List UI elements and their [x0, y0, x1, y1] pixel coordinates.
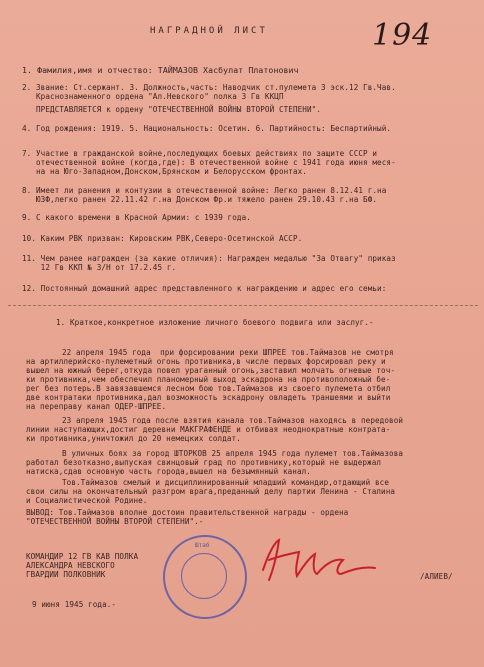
narrative-line: вышел на южный берег,откуда повел ураганный огонь,заставил молчать огневые точ- [26, 366, 396, 375]
narrative-line: свои силы на окончательный разгром врага,преданный делу партии Ленина - Сталина [26, 487, 396, 496]
narrative-line: Тов.Таймазов смелый и дисциплинированный младший командир,отдающий все [62, 478, 390, 487]
item-7-cont2: на на Юго-Западном,Донском,Брянском и Белорусском фронтах. [22, 167, 307, 176]
item-10: 10. Каким РВК призван: Кировским РВК,Северо-Осетинской АССР. [22, 234, 303, 243]
signing-date: 9 июня 1945 года.- [32, 600, 117, 609]
narrative-line: натиска,сдав основную часть города,вышел на безымянный канал. [26, 467, 311, 476]
item-12: 12. Постоянный домашний адрес представленного к награждению и адрес его семьи: [22, 284, 387, 293]
item-9: 9. С какого времени в Красной Армии: с 1939 года. [22, 213, 251, 222]
item-2: 2. Звание: Ст.сержант. 3. Должность,часть: Наводчик ст.пулемета 3 эск.12 Гв.Чав. [22, 83, 396, 92]
item-3-nomination: ПРЕДСТАВЛЯЕТСЯ к ордену "ОТЕЧЕСТВЕННОЙ ВОЙНЫ ВТОРОЙ СТЕПЕНИ". [22, 105, 321, 114]
section-divider [8, 305, 478, 306]
narrative-line: и Социалистической Родине. [26, 496, 148, 505]
narrative-line: ки противника,чем обеспечил планомерный выход эскадрона на противоположный бе- [26, 375, 391, 384]
item-1: 1. Фамилия,имя и отчество: ТАЙМАЗОВ Хасбулат Платонович [22, 65, 299, 75]
item-8: 8. Имеет ли ранения и контузии в отечественной войне: Легко ранен 8.12.41 г.на [22, 186, 387, 195]
item-11: 11. Чем ранее награжден (за какие отличия): Награжден медалью "За Отвагу" приказ [22, 254, 396, 263]
conclusion-line: ВЫВОД: Тов.Таймазов вполне достоин правительственной награды - ордена [26, 508, 349, 517]
item-2-cont: Краснознаменного ордена "Ал.Невского" полка 3 Гв ККЦП [22, 92, 284, 101]
narrative-line: 22 апреля 1945 года при форсировании реки ШПРЕЕ тов.Таймазов не смотря [62, 348, 394, 357]
narrative-line: ки противника,уничтожил до 20 немецких солдат. [26, 434, 241, 443]
commander-line-2: АЛЕКСАНДРА НЕВСКОГО [26, 561, 115, 570]
commander-line-1: КОМАНДИР 12 ГВ КАВ ПОЛКА [26, 552, 139, 561]
item-8-cont: ЮЗФ,легко ранен 22.11.42 г.на Донском Фр.и тяжело ранен 29.10.43 г.на БФ. [22, 195, 378, 204]
stamp-label: Штаб [195, 542, 210, 549]
official-stamp [163, 535, 247, 619]
narrative-line: рег без потерь.В завязавшемся лесном бою тов.Таймазов из своего пулемета отбил [26, 384, 391, 393]
document-title: НАГРАДНОЙ ЛИСТ [150, 26, 268, 36]
narrative-line: работал безотказно,выпуская свинцовый град по противнику,который не выдержал [26, 458, 382, 467]
commander-name: /АЛИЕВ/ [420, 572, 453, 581]
handwritten-number: 194 [372, 18, 433, 53]
item-11-cont: 12 Гв ККП № 3/Н от 17.2.45 г. [22, 263, 177, 272]
item-4-6: 4. Год рождения: 1919. 5. Национальность: Осетин. 6. Партийность: Беспартийный. [22, 124, 392, 133]
item-7: 7. Участие в гражданской войне,последующих боевых действиях по защите СССР и [22, 149, 378, 158]
narrative-line: на переправу канал ОДЕР-ШПРЕЕ. [26, 402, 167, 411]
narrative-line: В уличных боях за город ШТОРКОВ 25 апреля 1945 года пулемет тов.Таймазова [62, 449, 404, 458]
stamp-emblem-icon [181, 553, 227, 599]
signature-icon [255, 530, 395, 590]
narrative-line: две контратаки противника,дал возможность эскадрону овладеть траншеями и выйти [26, 393, 391, 402]
commander-line-3: ГВАРДИИ ПОЛКОВНИК [26, 570, 106, 579]
item-7-cont1: отечественной войне (когда,где): В отечественной войне с 1941 года июня меся- [22, 158, 396, 167]
conclusion-line: "ОТЕЧЕСТВЕННОЙ ВОЙНЫ ВТОРОЙ СТЕПЕНИ".- [26, 517, 204, 526]
narrative-line: линии наступающих,достиг деревни МАКГРАФЕНДЕ и отбивая неоднократные контрата- [26, 425, 391, 434]
narrative-line: на артиллерийско-пулеметный огонь противника,в числе первых форсировал реку и [26, 357, 386, 366]
section-heading: 1. Краткое,конкретное изложение личного боевого подвига или заслуг.- [56, 318, 374, 327]
narrative-line: 23 апреля 1945 года после взятия канала тов.Таймазов находясь в передовой [62, 416, 404, 425]
